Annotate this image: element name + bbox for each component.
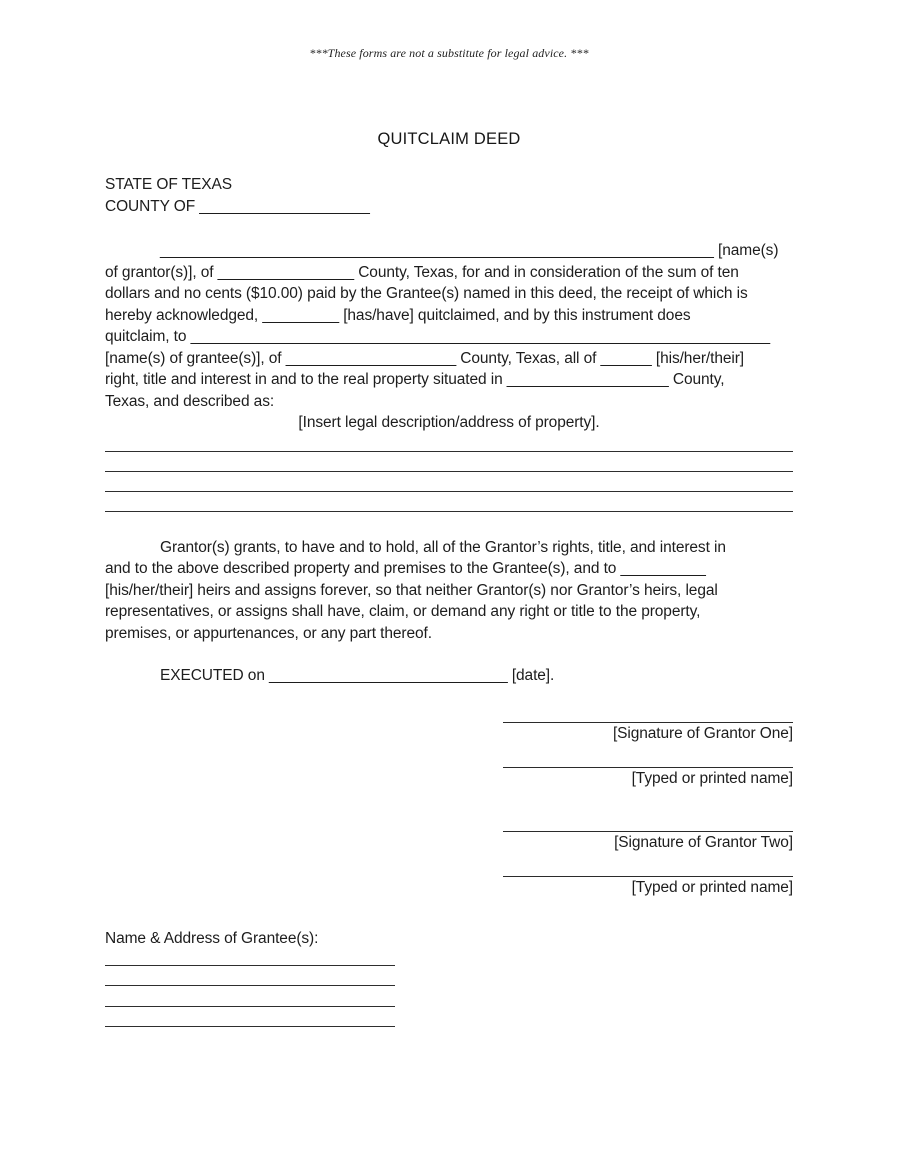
grantor-one-name-line — [503, 745, 793, 768]
paragraph-line: premises, or appurtenances, or any part thereof. — [105, 624, 432, 642]
paragraph-line: hereby acknowledged, _________ [has/have] quitclaimed, and by this instrument does — [105, 306, 691, 324]
executed-date-line: EXECUTED on ____________________________ [date]. — [160, 667, 555, 684]
grantor-two-signature-label: [Signature of Grantor Two] — [614, 833, 793, 851]
county-line: COUNTY OF ____________________ — [105, 197, 370, 215]
paragraph-line: of grantor(s)], of ________________ County, Texas, for and in consideration of the sum of ten — [105, 263, 739, 281]
grantor-one-signature-label: [Signature of Grantor One] — [612, 724, 793, 742]
blank-line — [105, 452, 793, 472]
paragraph-line: Texas, and described as: — [105, 392, 275, 410]
blank-line — [105, 966, 395, 987]
blank-line — [105, 434, 793, 452]
habendum-paragraph — [105, 537, 793, 645]
paragraph-line: Grantor(s) grants, to have and to hold, all of the Grantor’s rights, title, and interest in — [160, 538, 726, 556]
paragraph-line: quitclaim, to ____________________________________________________________________ — [105, 328, 770, 345]
legal-description-blank-lines — [105, 434, 793, 512]
blank-line — [105, 472, 793, 492]
grantee-address-heading: Name & Address of Grantee(s): — [105, 929, 319, 947]
grantor-one-name-label: [Typed or printed name] — [631, 769, 793, 787]
insert-description-note: [Insert legal description/address of property]. — [298, 414, 600, 431]
blank-line — [105, 1007, 395, 1028]
signature-block — [503, 687, 793, 899]
grantor-two-signature-line — [503, 790, 793, 832]
state-line: STATE OF TEXAS — [105, 176, 232, 193]
grantor-two-name-line — [503, 854, 793, 877]
grantee-address-blank-lines — [105, 950, 395, 1028]
paragraph-line: [name(s) of grantee(s)], of ____________________ County, Texas, all of ______ [his/her/their] — [105, 349, 744, 367]
paragraph-line: representatives, or assigns shall have, claim, or demand any right or title to the property, — [105, 603, 701, 620]
paragraph-line: dollars and no cents ($10.00) paid by the Grantee(s) named in this deed, the receipt of which is — [105, 285, 748, 302]
document-title: QUITCLAIM DEED — [377, 130, 521, 148]
jurisdiction-block — [105, 174, 793, 217]
paragraph-line: right, title and interest in and to the real property situated in ___________________ County, — [105, 371, 725, 388]
opening-paragraph — [105, 240, 793, 434]
grantor-two-name-label: [Typed or printed name] — [631, 878, 793, 896]
paragraph-line: and to the above described property and premises to the Grantee(s), and to __________ — [105, 560, 706, 577]
grantor-one-signature-line — [503, 687, 793, 723]
blank-line — [105, 986, 395, 1007]
blank-line — [105, 492, 793, 512]
paragraph-line: _________________________________________________________________ [name(s) — [160, 242, 779, 259]
paragraph-line: [his/her/their] heirs and assigns forever, so that neither Grantor(s) nor Grantor’s heirs, legal — [105, 581, 718, 599]
legal-disclaimer: ***These forms are not a substitute for legal advice. *** — [309, 46, 589, 60]
blank-line — [105, 950, 395, 966]
